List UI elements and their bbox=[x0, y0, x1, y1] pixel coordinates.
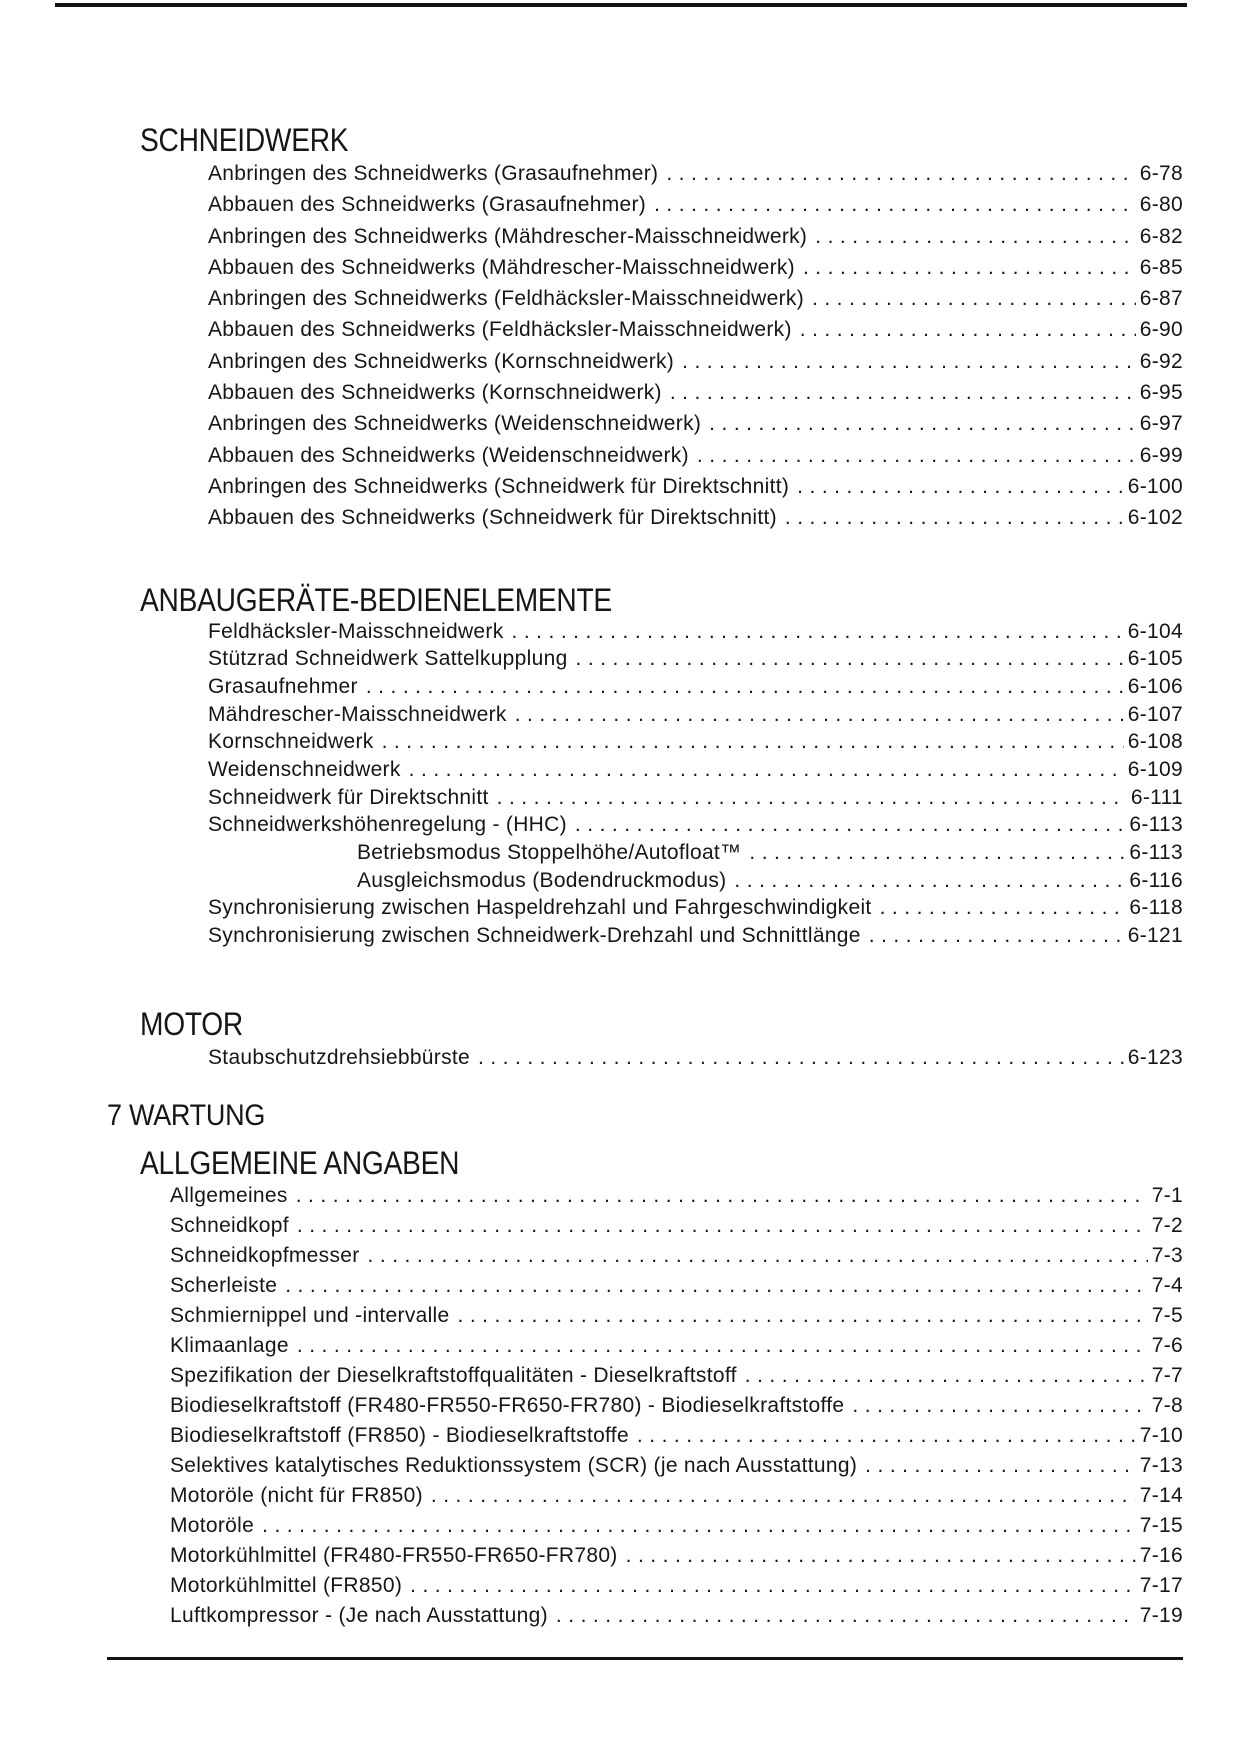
toc-entry-title: Allgemeines bbox=[170, 1183, 288, 1207]
toc-entry-title: Scherleiste bbox=[170, 1273, 278, 1297]
toc-entry bbox=[208, 471, 1183, 502]
toc-entry bbox=[170, 1241, 1183, 1271]
dot-leader bbox=[409, 756, 1124, 784]
section-heading-allgemeine-angaben: ALLGEMEINE ANGABEN bbox=[140, 1144, 460, 1181]
toc-entry bbox=[170, 1451, 1183, 1481]
toc-entry-title: Ausgleichsmodus (Bodendruckmodus) bbox=[357, 868, 727, 892]
toc-entry bbox=[208, 252, 1183, 283]
section-heading-schneidwerk: SCHNEIDWERK bbox=[140, 122, 349, 158]
toc-entry bbox=[170, 1301, 1183, 1331]
dot-leader bbox=[382, 728, 1124, 756]
toc-entry-title: Abbauen des Schneidwerks (Mähdrescher-Maisschneidwerk) bbox=[208, 255, 795, 279]
toc-entry bbox=[208, 314, 1183, 345]
toc-entry-page-number: 6-107 bbox=[1127, 702, 1183, 726]
dot-leader bbox=[458, 1301, 1148, 1331]
toc-entry-title: Klimaanlage bbox=[170, 1333, 289, 1357]
toc-entry-title: Abbauen des Schneidwerks (Feldhäcksler-Maisschneidwerk) bbox=[208, 318, 792, 342]
toc-entry bbox=[208, 756, 1183, 784]
toc-entry-page-number: 6-123 bbox=[1127, 1045, 1183, 1069]
toc-entry-page-number: 6-106 bbox=[1127, 674, 1183, 698]
toc-entry-title: Motorkühlmittel (FR480-FR550-FR650-FR780) bbox=[170, 1543, 618, 1567]
dot-leader bbox=[670, 377, 1136, 408]
toc-entry bbox=[208, 221, 1183, 252]
toc-entry bbox=[208, 784, 1183, 812]
toc-entry-page-number: 7-19 bbox=[1139, 1603, 1183, 1627]
toc-entry-title: Biodieselkraftstoff (FR850) - Biodieselkraftstoffe bbox=[170, 1423, 629, 1447]
toc-entry-title: Mähdrescher-Maisschneidwerk bbox=[208, 702, 507, 726]
toc-entry-page-number: 6-92 bbox=[1139, 349, 1183, 373]
toc-entry bbox=[208, 894, 1183, 922]
dot-leader bbox=[785, 502, 1124, 533]
toc-entry-title: Anbringen des Schneidwerks (Grasaufnehmer) bbox=[208, 162, 659, 185]
toc-entry bbox=[208, 189, 1183, 220]
dot-leader bbox=[734, 867, 1125, 895]
dot-leader bbox=[556, 1601, 1136, 1631]
dot-leader bbox=[803, 252, 1136, 283]
dot-leader bbox=[515, 701, 1124, 729]
toc-entry-title: Schneidwerk für Direktschnitt bbox=[208, 785, 489, 809]
toc-entry bbox=[208, 811, 1183, 839]
dot-leader bbox=[285, 1271, 1148, 1301]
dot-leader bbox=[297, 1331, 1148, 1361]
toc-entry bbox=[170, 1481, 1183, 1511]
toc-entry-page-number: 7-4 bbox=[1151, 1273, 1183, 1297]
dot-leader bbox=[880, 894, 1126, 922]
toc-entry bbox=[170, 1361, 1183, 1391]
section-heading-anbaugeraete: ANBAUGERÄTE-BEDIENELEMENTE bbox=[140, 581, 612, 618]
toc-entry-page-number: 7-10 bbox=[1139, 1423, 1183, 1447]
dot-leader bbox=[745, 1361, 1148, 1391]
dot-leader bbox=[296, 1181, 1148, 1211]
toc-entry-page-number: 6-99 bbox=[1139, 443, 1183, 467]
toc-entry bbox=[357, 839, 1183, 867]
toc-entry-title: Motoröle (nicht für FR850) bbox=[170, 1483, 423, 1507]
toc-entry-title: Selektives katalytisches Reduktionssystem (SCR) (je nach Ausstattung) bbox=[170, 1453, 858, 1477]
toc-entry-title: Motorkühlmittel (FR850) bbox=[170, 1573, 403, 1597]
toc-entry-title: Synchronisierung zwischen Haspeldrehzahl und Fahrgeschwindigkeit bbox=[208, 896, 872, 920]
toc-entry-page-number: 6-121 bbox=[1127, 924, 1183, 948]
toc-entry-page-number: 6-109 bbox=[1127, 758, 1183, 781]
toc-entry-page-number: 6-80 bbox=[1139, 193, 1183, 217]
dot-leader bbox=[366, 673, 1124, 701]
toc-entry bbox=[170, 1511, 1183, 1541]
toc-entry-page-number: 7-8 bbox=[1151, 1393, 1183, 1417]
dot-leader bbox=[852, 1391, 1147, 1421]
toc-entry bbox=[170, 1331, 1183, 1361]
dot-leader bbox=[431, 1481, 1136, 1511]
toc-entry-title: Kornschneidwerk bbox=[208, 730, 374, 754]
toc-entry bbox=[208, 673, 1183, 701]
toc-entry bbox=[208, 283, 1183, 314]
toc-entry-page-number: 7-3 bbox=[1151, 1243, 1183, 1267]
toc-entry-page-number: 6-97 bbox=[1139, 412, 1183, 436]
toc-entry bbox=[208, 377, 1183, 408]
toc-entry bbox=[170, 1601, 1183, 1631]
toc-entry bbox=[208, 440, 1183, 471]
toc-section-schneidwerk bbox=[140, 122, 1183, 534]
toc-entry-page-number: 6-113 bbox=[1129, 813, 1183, 837]
dot-leader bbox=[666, 158, 1135, 189]
toc-entry-title: Weidenschneidwerk bbox=[208, 758, 401, 781]
toc-entry-page-number: 7-15 bbox=[1139, 1513, 1183, 1537]
dot-leader bbox=[697, 440, 1136, 471]
dot-leader bbox=[512, 618, 1124, 646]
toc-entry bbox=[170, 1421, 1183, 1451]
toc-entry-page-number: 7-6 bbox=[1151, 1333, 1183, 1357]
toc-entry-page-number: 7-1 bbox=[1151, 1183, 1183, 1207]
toc-entry-page-number: 7-2 bbox=[1151, 1213, 1183, 1237]
dot-leader bbox=[262, 1511, 1136, 1541]
toc-section-allgemeine-angaben bbox=[140, 1145, 1183, 1631]
toc-entry-page-number: 7-13 bbox=[1139, 1453, 1183, 1477]
toc-entry bbox=[208, 1042, 1183, 1073]
toc-entry-page-number: 6-105 bbox=[1127, 647, 1183, 671]
toc-entry-title: Schmiernippel und -intervalle bbox=[170, 1303, 450, 1327]
toc-entry bbox=[208, 346, 1183, 377]
toc-entry-title: Luftkompressor - (Je nach Ausstattung) bbox=[170, 1603, 548, 1627]
toc-entry-page-number: 6-85 bbox=[1139, 255, 1183, 279]
toc-entry-title: Schneidkopf bbox=[170, 1213, 289, 1237]
toc-entry bbox=[170, 1541, 1183, 1571]
dot-leader bbox=[812, 283, 1136, 314]
dot-leader bbox=[682, 346, 1136, 377]
toc-entry-page-number: 7-7 bbox=[1151, 1363, 1183, 1387]
toc-entry bbox=[357, 867, 1183, 895]
dot-leader bbox=[869, 922, 1124, 950]
toc-entry-title: Anbringen des Schneidwerks (Schneidwerk für Direktschnitt) bbox=[208, 474, 790, 498]
toc-entry-title: Abbauen des Schneidwerks (Grasaufnehmer) bbox=[208, 193, 647, 217]
toc-entry-title: Schneidwerkshöhenregelung - (HHC) bbox=[208, 813, 567, 837]
toc-entry bbox=[170, 1271, 1183, 1301]
toc-entry-title: Schneidkopfmesser bbox=[170, 1243, 360, 1267]
footer-rule bbox=[107, 1657, 1183, 1660]
dot-leader bbox=[368, 1241, 1148, 1271]
toc-entry-title: Anbringen des Schneidwerks (Weidenschneidwerk) bbox=[208, 412, 702, 436]
dot-leader bbox=[576, 645, 1124, 673]
toc-entry-page-number: 6-113 bbox=[1129, 841, 1183, 865]
toc-entry bbox=[170, 1391, 1183, 1421]
toc-entry bbox=[208, 408, 1183, 439]
toc-entry bbox=[208, 701, 1183, 729]
toc-entry-page-number: 6-82 bbox=[1139, 224, 1183, 248]
chapter-heading-wartung: 7 WARTUNG bbox=[107, 1098, 266, 1132]
toc-entry-page-number: 6-118 bbox=[1129, 896, 1183, 920]
dot-leader bbox=[654, 189, 1136, 220]
dot-leader bbox=[797, 471, 1124, 502]
dot-leader bbox=[478, 1042, 1124, 1073]
toc-entry-page-number: 6-95 bbox=[1139, 381, 1183, 405]
toc-entry-title: Betriebsmodus Stoppelhöhe/Autofloat™ bbox=[357, 841, 742, 865]
toc-entry-page-number: 6-90 bbox=[1139, 318, 1183, 342]
toc-entry-title: Anbringen des Schneidwerks (Mähdrescher-Maisschneidwerk) bbox=[208, 224, 808, 248]
toc-entry-page-number: 6-104 bbox=[1127, 619, 1183, 643]
toc-entry-page-number: 6-102 bbox=[1127, 506, 1183, 530]
section-heading-motor: MOTOR bbox=[140, 1005, 243, 1042]
toc-entry-title: Spezifikation der Dieselkraftstoffqualitäten - Dieselkraftstoff bbox=[170, 1363, 737, 1387]
toc-entry bbox=[208, 728, 1183, 756]
toc-entry-title: Feldhäcksler-Maisschneidwerk bbox=[208, 619, 504, 643]
toc-entry-title: Anbringen des Schneidwerks (Feldhäcksler-Maisschneidwerk) bbox=[208, 287, 805, 311]
toc-entry bbox=[208, 645, 1183, 673]
dot-leader bbox=[637, 1421, 1136, 1451]
toc-entry-title: Abbauen des Schneidwerks (Kornschneidwerk) bbox=[208, 381, 662, 405]
toc-entry-page-number: 6-78 bbox=[1139, 162, 1183, 185]
toc-entry-page-number: 6-87 bbox=[1139, 287, 1183, 311]
dot-leader bbox=[410, 1571, 1136, 1601]
dot-leader bbox=[626, 1541, 1136, 1571]
toc-entry-page-number: 7-14 bbox=[1139, 1483, 1183, 1507]
toc-entry bbox=[208, 502, 1183, 533]
dot-leader bbox=[815, 221, 1136, 252]
toc-section-motor bbox=[140, 1006, 1183, 1073]
dot-leader bbox=[800, 314, 1136, 345]
toc-entry bbox=[170, 1181, 1183, 1211]
toc-entry-title: Staubschutzdrehsiebbürste bbox=[208, 1045, 470, 1069]
dot-leader bbox=[749, 839, 1125, 867]
toc-entry-title: Anbringen des Schneidwerks (Kornschneidwerk) bbox=[208, 349, 675, 373]
table-of-contents bbox=[107, 0, 1183, 1631]
toc-entry-title: Biodieselkraftstoff (FR480-FR550-FR650-FR780) - Biodieselkraftstoffe bbox=[170, 1393, 845, 1417]
toc-entry-title: Stützrad Schneidwerk Sattelkupplung bbox=[208, 647, 568, 671]
toc-entry-page-number: 7-5 bbox=[1151, 1303, 1183, 1327]
toc-entry bbox=[170, 1571, 1183, 1601]
dot-leader bbox=[497, 784, 1127, 812]
toc-entry-page-number: 6-108 bbox=[1127, 730, 1183, 754]
toc-entry-page-number: 6-100 bbox=[1127, 474, 1183, 498]
toc-entry-page-number: 7-17 bbox=[1139, 1573, 1183, 1597]
toc-entry-title: Motoröle bbox=[170, 1513, 255, 1537]
toc-section-anbaugeraete bbox=[140, 582, 1183, 950]
dot-leader bbox=[865, 1451, 1136, 1481]
toc-entry-title: Abbauen des Schneidwerks (Schneidwerk für Direktschnitt) bbox=[208, 506, 777, 530]
toc-entry-page-number: 7-16 bbox=[1139, 1543, 1183, 1567]
toc-entry bbox=[170, 1211, 1183, 1241]
toc-entry bbox=[208, 158, 1183, 189]
toc-entry-title: Grasaufnehmer bbox=[208, 674, 358, 698]
toc-entry-title: Abbauen des Schneidwerks (Weidenschneidwerk) bbox=[208, 443, 689, 467]
dot-leader bbox=[575, 811, 1125, 839]
toc-entry-page-number: 6-111 bbox=[1130, 785, 1183, 809]
dot-leader bbox=[709, 408, 1136, 439]
toc-entry bbox=[208, 922, 1183, 950]
dot-leader bbox=[297, 1211, 1148, 1241]
toc-entry-title: Synchronisierung zwischen Schneidwerk-Drehzahl und Schnittlänge bbox=[208, 924, 861, 948]
toc-entry bbox=[208, 618, 1183, 646]
toc-entry-page-number: 6-116 bbox=[1129, 868, 1183, 892]
